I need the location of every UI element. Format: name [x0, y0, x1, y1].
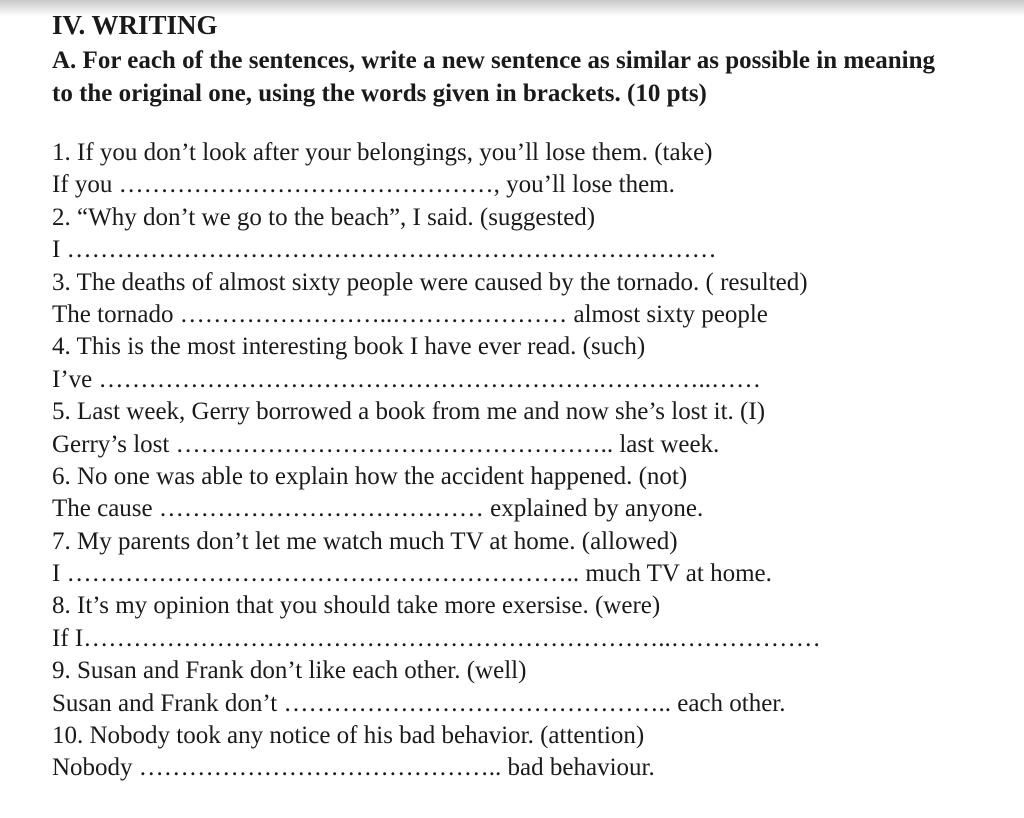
- instruction-text: A. For each of the sentences, write a new sentence as similar as possible in meaning to the original one, using the words given in brackets. (10 pts): [52, 47, 936, 107]
- question-5-original: 5. Last week, Gerry borrowed a book from me and now she’s lost it. (I): [52, 398, 766, 426]
- worksheet: [52, 8, 1012, 785]
- question-7-original: 7. My parents don’t let me watch much TV at home. (allowed): [52, 527, 678, 555]
- question-2-original: 2. “Why don’t we go to the beach”, I said. (suggested): [52, 203, 596, 231]
- question-8-original: 8. It’s my opinion that you should take more exersise. (were): [52, 592, 661, 620]
- question-8-rewrite: If I……………………………………………………………..………………: [52, 624, 821, 652]
- section-title: IV. WRITING: [52, 10, 218, 40]
- question-6-rewrite: The cause ………………………………… explained by anyone.: [52, 495, 704, 523]
- question-4-rewrite: I’ve ………………………………………………………………..……: [52, 365, 761, 393]
- question-2-rewrite: I ……………………………………………………………………: [52, 236, 717, 264]
- question-3-original: 3. The deaths of almost sixty people were caused by the tornado. ( resulted): [52, 268, 808, 296]
- question-list: [52, 137, 1012, 785]
- question-5-rewrite: Gerry’s lost …………………………………………….. last week.: [52, 430, 720, 458]
- question-9-rewrite: Susan and Frank don’t ……………………………………….. each other.: [52, 689, 786, 717]
- question-4-original: 4. This is the most interesting book I have ever read. (such): [52, 333, 646, 361]
- question-10-rewrite: Nobody …………………………………….. bad behaviour.: [52, 754, 655, 782]
- question-1-original: 1. If you don’t look after your belongings, you’ll lose them. (take): [52, 139, 713, 166]
- question-1-rewrite: If you ………………………………………, you’ll lose them.: [52, 171, 675, 199]
- question-9-original: 9. Susan and Frank don’t like each other. (well): [52, 657, 527, 685]
- question-6-original: 6. No one was able to explain how the accident happened. (not): [52, 462, 688, 490]
- question-3-rewrite: The tornado ……………………..………………… almost sixty people: [52, 300, 768, 328]
- question-10-original: 10. Nobody took any notice of his bad behavior. (attention): [52, 722, 645, 750]
- question-7-rewrite: I …………………………………………………….. much TV at home.: [52, 560, 772, 588]
